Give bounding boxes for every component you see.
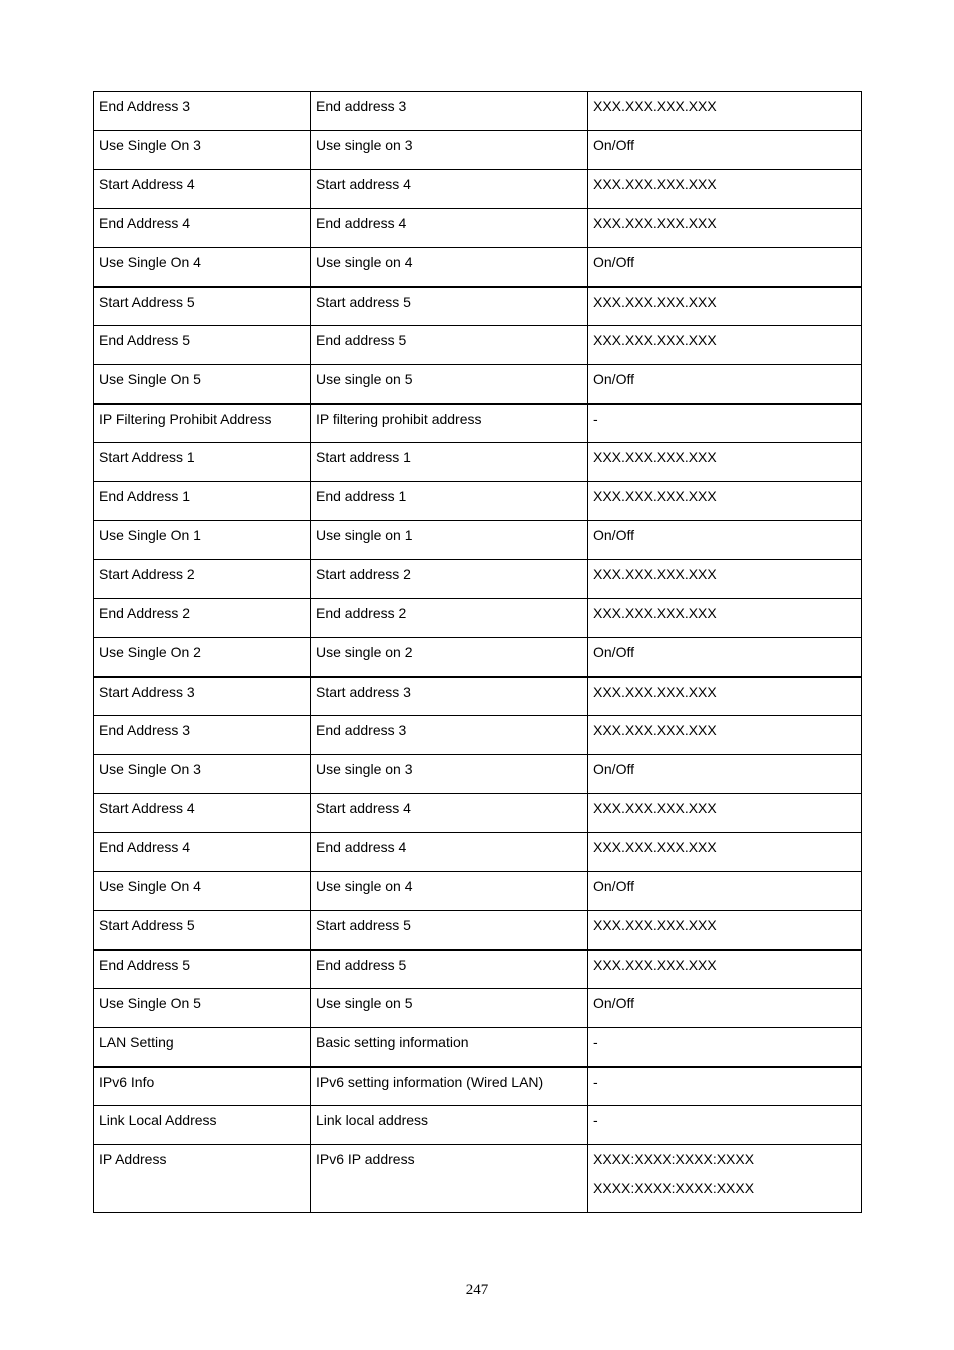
table-row xyxy=(94,443,862,482)
table-row xyxy=(94,404,862,443)
item-cell: Start address 5 xyxy=(311,911,588,950)
table-row xyxy=(94,1145,862,1213)
table-row xyxy=(94,287,862,326)
setting-cell: Start Address 5 xyxy=(94,287,311,326)
setting-cell: Use Single On 5 xyxy=(94,989,311,1028)
value-cell: On/Off xyxy=(588,521,862,560)
table-row xyxy=(94,755,862,794)
item-cell: End address 3 xyxy=(311,716,588,755)
table-row xyxy=(94,365,862,404)
value-cell: On/Off xyxy=(588,638,862,677)
setting-cell: Use Single On 3 xyxy=(94,755,311,794)
table-row xyxy=(94,833,862,872)
setting-cell: End Address 4 xyxy=(94,833,311,872)
settings-table-body xyxy=(94,92,862,1213)
item-cell: Start address 1 xyxy=(311,443,588,482)
table-row xyxy=(94,170,862,209)
table-row xyxy=(94,638,862,677)
item-cell: Start address 2 xyxy=(311,560,588,599)
item-cell: Link local address xyxy=(311,1106,588,1145)
setting-cell: End Address 1 xyxy=(94,482,311,521)
item-cell: Basic setting information xyxy=(311,1028,588,1067)
item-cell: IP filtering prohibit address xyxy=(311,404,588,443)
item-cell: End address 5 xyxy=(311,950,588,989)
value-cell: On/Off xyxy=(588,755,862,794)
value-cell: - xyxy=(588,1028,862,1067)
value-cell: On/Off xyxy=(588,131,862,170)
setting-cell: Use Single On 2 xyxy=(94,638,311,677)
table-row xyxy=(94,482,862,521)
value-cell: XXX.XXX.XXX.XXX xyxy=(588,326,862,365)
value-cell: - xyxy=(588,404,862,443)
item-cell: Start address 4 xyxy=(311,794,588,833)
setting-cell: IP Address xyxy=(94,1145,311,1213)
item-cell: Use single on 1 xyxy=(311,521,588,560)
item-cell: Use single on 2 xyxy=(311,638,588,677)
value-cell: On/Off xyxy=(588,365,862,404)
value-line: XXXX:XXXX:XXXX:XXXX xyxy=(593,1151,755,1167)
table-row xyxy=(94,1028,862,1067)
settings-table xyxy=(93,91,862,1213)
setting-cell: End Address 2 xyxy=(94,599,311,638)
value-cell: XXX.XXX.XXX.XXX xyxy=(588,716,862,755)
setting-cell: End Address 4 xyxy=(94,209,311,248)
table-row xyxy=(94,209,862,248)
table-row xyxy=(94,872,862,911)
value-cell: XXX.XXX.XXX.XXX xyxy=(588,599,862,638)
item-cell: Start address 4 xyxy=(311,170,588,209)
value-cell: - xyxy=(588,1106,862,1145)
value-cell: XXX.XXX.XXX.XXX xyxy=(588,209,862,248)
table-row xyxy=(94,521,862,560)
setting-cell: IP Filtering Prohibit Address xyxy=(94,404,311,443)
item-cell: Use single on 4 xyxy=(311,248,588,287)
item-cell: IPv6 setting information (Wired LAN) xyxy=(311,1067,588,1106)
item-cell: Use single on 3 xyxy=(311,755,588,794)
item-cell: IPv6 IP address xyxy=(311,1145,588,1213)
setting-cell: Use Single On 4 xyxy=(94,248,311,287)
setting-cell: Start Address 4 xyxy=(94,170,311,209)
setting-cell: End Address 5 xyxy=(94,326,311,365)
table-row xyxy=(94,950,862,989)
setting-cell: End Address 3 xyxy=(94,92,311,131)
item-cell: Start address 5 xyxy=(311,287,588,326)
value-cell: On/Off xyxy=(588,989,862,1028)
setting-cell: LAN Setting xyxy=(94,1028,311,1067)
value-cell: XXX.XXX.XXX.XXX xyxy=(588,677,862,716)
table-row xyxy=(94,1106,862,1145)
table-row xyxy=(94,1067,862,1106)
table-row xyxy=(94,794,862,833)
value-cell: XXX.XXX.XXX.XXX xyxy=(588,443,862,482)
value-cell: - xyxy=(588,1067,862,1106)
item-cell: Use single on 4 xyxy=(311,872,588,911)
setting-cell: Use Single On 4 xyxy=(94,872,311,911)
item-cell: End address 3 xyxy=(311,92,588,131)
value-cell: XXX.XXX.XXX.XXX xyxy=(588,170,862,209)
value-cell: XXX.XXX.XXX.XXX xyxy=(588,287,862,326)
setting-cell: Start Address 2 xyxy=(94,560,311,599)
setting-cell: End Address 3 xyxy=(94,716,311,755)
value-cell: XXX.XXX.XXX.XXX xyxy=(588,92,862,131)
table-row xyxy=(94,911,862,950)
item-cell: Use single on 5 xyxy=(311,989,588,1028)
setting-cell: IPv6 Info xyxy=(94,1067,311,1106)
setting-cell: Use Single On 3 xyxy=(94,131,311,170)
item-cell: Use single on 5 xyxy=(311,365,588,404)
item-cell: End address 4 xyxy=(311,833,588,872)
value-cell: On/Off xyxy=(588,248,862,287)
table-row xyxy=(94,716,862,755)
item-cell: Use single on 3 xyxy=(311,131,588,170)
setting-cell: Start Address 5 xyxy=(94,911,311,950)
value-cell: XXX.XXX.XXX.XXX xyxy=(588,833,862,872)
item-cell: End address 4 xyxy=(311,209,588,248)
table-row xyxy=(94,989,862,1028)
value-line: XXXX:XXXX:XXXX:XXXX xyxy=(593,1180,755,1196)
item-cell: End address 5 xyxy=(311,326,588,365)
setting-cell: Link Local Address xyxy=(94,1106,311,1145)
item-cell: Start address 3 xyxy=(311,677,588,716)
setting-cell: End Address 5 xyxy=(94,950,311,989)
item-cell: End address 2 xyxy=(311,599,588,638)
item-cell: End address 1 xyxy=(311,482,588,521)
table-row xyxy=(94,92,862,131)
value-cell: XXX.XXX.XXX.XXX xyxy=(588,950,862,989)
setting-cell: Start Address 3 xyxy=(94,677,311,716)
table-row xyxy=(94,599,862,638)
value-cell: XXX.XXX.XXX.XXX xyxy=(588,794,862,833)
value-cell xyxy=(588,1145,862,1213)
value-cell: XXX.XXX.XXX.XXX xyxy=(588,482,862,521)
table-row xyxy=(94,248,862,287)
value-cell: XXX.XXX.XXX.XXX xyxy=(588,560,862,599)
setting-cell: Start Address 4 xyxy=(94,794,311,833)
table-row xyxy=(94,131,862,170)
table-row xyxy=(94,677,862,716)
setting-cell: Use Single On 5 xyxy=(94,365,311,404)
value-cell: On/Off xyxy=(588,872,862,911)
setting-cell: Use Single On 1 xyxy=(94,521,311,560)
table-row xyxy=(94,326,862,365)
setting-cell: Start Address 1 xyxy=(94,443,311,482)
page-number: 247 xyxy=(465,1282,489,1298)
table-row xyxy=(94,560,862,599)
value-cell: XXX.XXX.XXX.XXX xyxy=(588,911,862,950)
